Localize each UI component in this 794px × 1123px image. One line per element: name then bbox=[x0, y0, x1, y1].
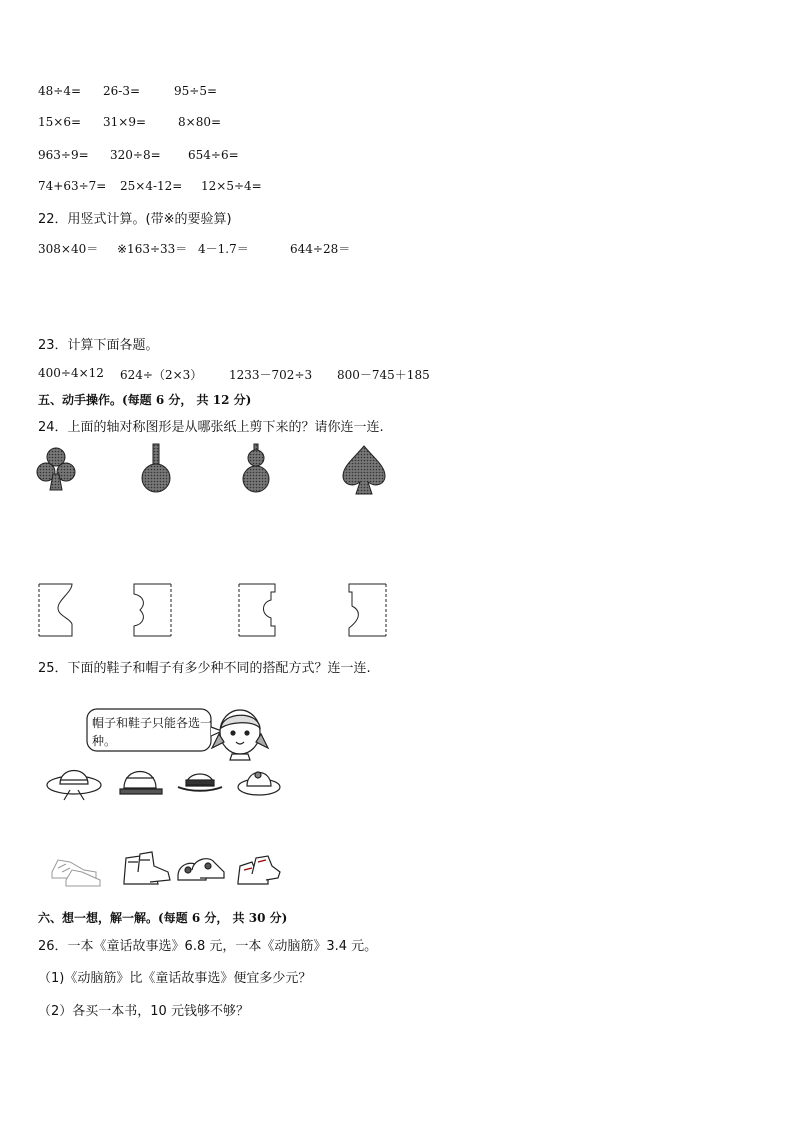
q23-item: 624÷（2×3） bbox=[120, 368, 203, 382]
hat-wide-brim-icon[interactable] bbox=[47, 771, 101, 801]
math-item: 95÷5= bbox=[174, 84, 218, 98]
fedora-hat-icon[interactable] bbox=[178, 774, 222, 791]
question-26-sub-1: （1)《动脑筋》比《童话故事选》便宜多少元？ bbox=[38, 971, 312, 986]
high-top-sneakers-icon[interactable] bbox=[238, 856, 280, 884]
flower-hat-icon[interactable] bbox=[238, 772, 280, 795]
cap-icon[interactable] bbox=[120, 772, 162, 795]
q23-item: 1233－702÷3 bbox=[229, 368, 313, 382]
q22-item: 308×40＝ bbox=[38, 242, 99, 256]
question-22-title: 22．用竖式计算。(带※的要验算) bbox=[38, 212, 232, 227]
math-item: 8×80= bbox=[178, 115, 222, 129]
boots-icon[interactable] bbox=[124, 852, 170, 884]
question-25-title: 25．下面的鞋子和帽子有多少种不同的搭配方式？连一连. bbox=[38, 661, 371, 676]
math-item: 320÷8= bbox=[110, 148, 161, 162]
math-item: 48÷4= bbox=[38, 84, 82, 98]
girl-avatar-icon bbox=[212, 710, 268, 760]
sneaker-light-icon[interactable] bbox=[52, 860, 100, 886]
speech-bubble-text: 帽子和鞋子只能各选一种。 bbox=[92, 716, 213, 748]
question-23-title: 23．计算下面各题。 bbox=[38, 338, 159, 353]
math-item: 26-3= bbox=[103, 84, 141, 98]
math-item: 963÷9= bbox=[38, 148, 89, 162]
math-item: 74+63÷7= bbox=[38, 179, 107, 193]
q22-item: 4－1.7＝ bbox=[198, 242, 249, 256]
kids-shoes-icon[interactable] bbox=[178, 859, 224, 880]
q22-item: ※163÷33＝ bbox=[117, 242, 188, 256]
q23-item: 400÷4×12 bbox=[38, 366, 104, 380]
math-item: 15×6= bbox=[38, 115, 82, 129]
q22-item: 644÷28＝ bbox=[290, 242, 351, 256]
question-26-sub-2: （2）各买一本书，10 元钱够不够？ bbox=[38, 1004, 249, 1019]
section-6-title: 六、想一想，解一解。(每题 6 分， 共 30 分) bbox=[38, 911, 288, 925]
math-item: 31×9= bbox=[103, 115, 147, 129]
question-24-title: 24．上面的轴对称图形是从哪张纸上剪下来的？请你连一连. bbox=[38, 420, 384, 435]
math-item: 25×4-12= bbox=[120, 179, 183, 193]
math-item: 12×5÷4= bbox=[201, 179, 262, 193]
q23-item: 800－745＋185 bbox=[337, 368, 430, 382]
math-item: 654÷6= bbox=[188, 148, 239, 162]
question-26-title: 26．一本《童话故事选》6.8 元，一本《动脑筋》3.4 元。 bbox=[38, 939, 378, 954]
section-5-title: 五、动手操作。(每题 6 分， 共 12 分) bbox=[38, 393, 252, 407]
